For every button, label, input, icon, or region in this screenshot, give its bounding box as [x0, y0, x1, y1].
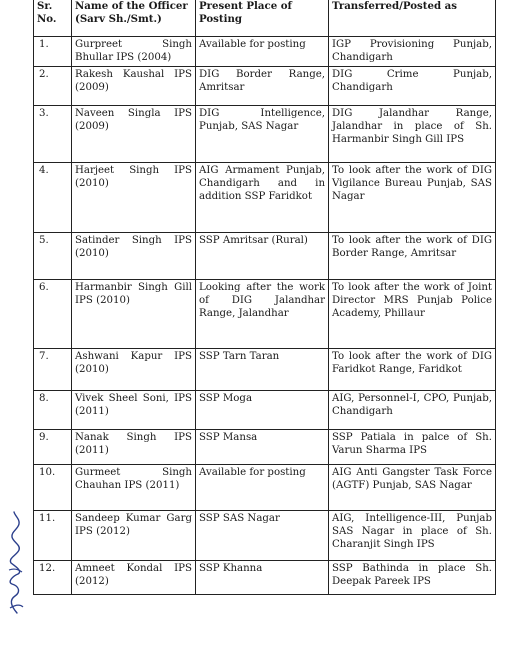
table-row [34, 233, 496, 280]
cell-officer-name: Harjeet Singh IPS (2010) [72, 163, 196, 233]
cell-officer-name: Naveen Singla IPS (2009) [72, 106, 196, 163]
cell-present-posting: SSP Tarn Taran [196, 349, 329, 391]
header-present-posting: Present Place of Posting [196, 0, 329, 37]
table-row [34, 349, 496, 391]
cell-sr-no: 2. [34, 67, 72, 106]
cell-officer-name: Vivek Sheel Soni, IPS (2011) [72, 391, 196, 430]
cell-officer-name: Amneet Kondal IPS (2012) [72, 561, 196, 595]
cell-officer-name: Rakesh Kaushal IPS (2009) [72, 67, 196, 106]
cell-present-posting: DIG Border Range, Amritsar [196, 67, 329, 106]
cell-transferred-as: AIG Anti Gangster Task Force (AGTF) Punjab, SAS Nagar [329, 465, 496, 511]
cell-sr-no: 10. [34, 465, 72, 511]
cell-transferred-as: AIG, Intelligence-III, Punjab SAS Nagar in place of Sh. Charanjit Singh IPS [329, 511, 496, 561]
cell-sr-no: 1. [34, 37, 72, 67]
cell-sr-no: 7. [34, 349, 72, 391]
cell-present-posting: SSP SAS Nagar [196, 511, 329, 561]
table-row [34, 106, 496, 163]
transfer-orders-document [33, 0, 495, 595]
cell-transferred-as: DIG Crime Punjab, Chandigarh [329, 67, 496, 106]
cell-present-posting: Looking after the work of DIG Jalandhar Range, Jalandhar [196, 280, 329, 349]
header-officer-name: Name of the Officer (Sarv Sh./Smt.) [72, 0, 196, 37]
cell-transferred-as: To look after the work of DIG Vigilance Bureau Punjab, SAS Nagar [329, 163, 496, 233]
cell-transferred-as: SSP Bathinda in place Sh. Deepak Pareek IPS [329, 561, 496, 595]
table-row [34, 430, 496, 465]
table-row [34, 280, 496, 349]
cell-present-posting: Available for posting [196, 37, 329, 67]
cell-transferred-as: AIG, Personnel-I, CPO, Punjab, Chandigarh [329, 391, 496, 430]
header-sr-no: Sr. No. [34, 0, 72, 37]
cell-sr-no: 4. [34, 163, 72, 233]
cell-present-posting: SSP Khanna [196, 561, 329, 595]
cell-officer-name: Gurpreet Singh Bhullar IPS (2004) [72, 37, 196, 67]
cell-officer-name: Gurmeet Singh Chauhan IPS (2011) [72, 465, 196, 511]
transfer-table [33, 0, 496, 595]
cell-sr-no: 11. [34, 511, 72, 561]
cell-officer-name: Nanak Singh IPS (2011) [72, 430, 196, 465]
cell-transferred-as: To look after the work of Joint Director MRS Punjab Police Academy, Phillaur [329, 280, 496, 349]
cell-sr-no: 8. [34, 391, 72, 430]
cell-present-posting: SSP Moga [196, 391, 329, 430]
handwritten-signature [3, 508, 29, 618]
cell-transferred-as: To look after the work of DIG Border Range, Amritsar [329, 233, 496, 280]
header-transferred-as: Transferred/Posted as [329, 0, 496, 37]
cell-transferred-as: To look after the work of DIG Faridkot Range, Faridkot [329, 349, 496, 391]
table-row [34, 37, 496, 67]
cell-present-posting: SSP Amritsar (Rural) [196, 233, 329, 280]
cell-present-posting: Available for posting [196, 465, 329, 511]
cell-present-posting: DIG Intelligence, Punjab, SAS Nagar [196, 106, 329, 163]
cell-officer-name: Ashwani Kapur IPS (2010) [72, 349, 196, 391]
cell-sr-no: 12. [34, 561, 72, 595]
cell-present-posting: AIG Armament Punjab, Chandigarh and in addition SSP Faridkot [196, 163, 329, 233]
cell-sr-no: 9. [34, 430, 72, 465]
cell-sr-no: 3. [34, 106, 72, 163]
cell-transferred-as: IGP Provisioning Punjab, Chandigarh [329, 37, 496, 67]
cell-transferred-as: DIG Jalandhar Range, Jalandhar in place of Sh. Harmanbir Singh Gill IPS [329, 106, 496, 163]
cell-sr-no: 5. [34, 233, 72, 280]
table-row [34, 163, 496, 233]
table-row [34, 465, 496, 511]
cell-sr-no: 6. [34, 280, 72, 349]
table-header-row [34, 0, 496, 37]
cell-transferred-as: SSP Patiala in palce of Sh. Varun Sharma IPS [329, 430, 496, 465]
table-row [34, 391, 496, 430]
table-row [34, 511, 496, 561]
table-row [34, 67, 496, 106]
table-row [34, 561, 496, 595]
cell-present-posting: SSP Mansa [196, 430, 329, 465]
cell-officer-name: Satinder Singh IPS (2010) [72, 233, 196, 280]
cell-officer-name: Harmanbir Singh Gill IPS (2010) [72, 280, 196, 349]
cell-officer-name: Sandeep Kumar Garg IPS (2012) [72, 511, 196, 561]
